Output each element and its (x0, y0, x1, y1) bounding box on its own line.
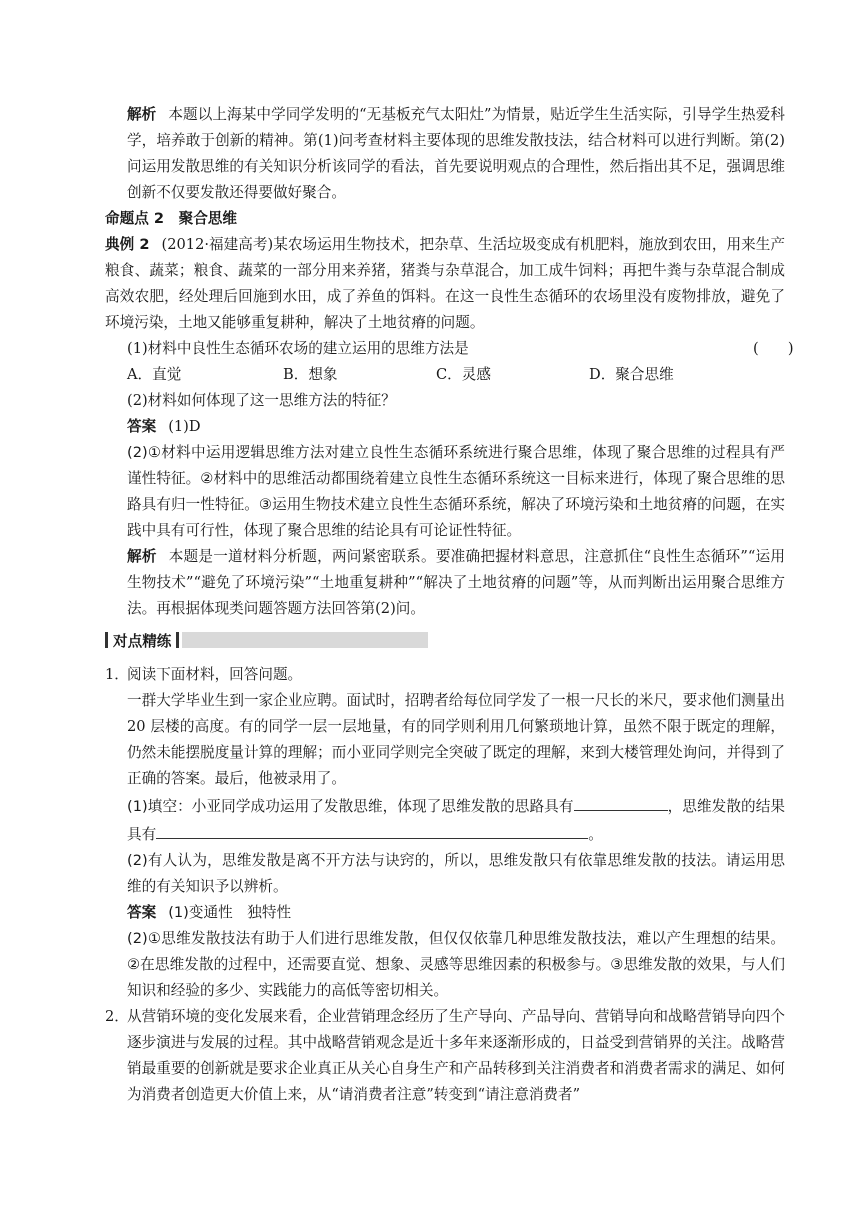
section-bar-right (176, 632, 179, 648)
options-row (105, 362, 785, 388)
analysis-text: 本题以上海某中学同学发明的“无基板充气太阳灶”为情景，贴近学生生活实际，引导学生热爱科学，培养敢于创新的精神。第(1)问考查材料主要体现的思维发散技法，结合材料可以进行判断。第(2)问运用发散思维的有关知识分析该同学的看法，首先要说明观点的合理性，然后指出其不足，强调思维创新不仅要发散还得要做好聚合。 (127, 106, 785, 201)
question-1-text: (1)材料中良性生态循环农场的建立运用的思维方法是 (127, 340, 469, 357)
subsection-heading: 命题点 2 聚合思维 (105, 210, 237, 227)
section-bar-left (105, 632, 108, 648)
question-1 (105, 336, 794, 362)
item-number-1: 1． (105, 666, 129, 683)
example-label: 典例 2 (105, 236, 150, 253)
page-content (105, 102, 794, 1108)
fill-text-a: (1)填空：小亚同学成功运用了发散思维，体现了思维发散的思路具有 (127, 798, 574, 815)
answer-1: (1)D (168, 418, 201, 435)
item-1-question-2: (2)有人认为，思维发散是离不开方法与诀窍的，所以，思维发散只有依靠思维发散的技法。请运用思维的有关知识予以辨析。 (127, 852, 785, 895)
question-item-2 (105, 1004, 785, 1108)
question-item-1 (105, 662, 785, 688)
item-2-text: 从营销环境的变化发展来看，企业营销理念经历了生产导向、产品导向、营销导向和战略营销导向四个逐步演进与发展的过程。其中战略营销观念是近十多年来逐渐形成的，日益受到营销界的关注。战略营销最重要的创新就是要求企业真正从关心自身生产和产品转移到关注消费者和消费者需求的满足、如何为消费者创造更大价值上来，从“请消费者注意”转变到“请注意消费者” (127, 1008, 785, 1103)
section-title: 对点精练 (113, 632, 172, 650)
answer-label: 答案 (127, 418, 157, 435)
fill-text-c: 。 (588, 826, 603, 843)
fill-blank-1[interactable] (574, 792, 668, 811)
item-1-question-1 (105, 792, 785, 848)
answer-line-1 (105, 414, 785, 440)
fill-blank-2[interactable] (156, 820, 588, 839)
item-1-prompt: 阅读下面材料，回答问题。 (127, 666, 303, 683)
answer-paren: ( ) (753, 340, 794, 357)
answer-2: (2)①材料中运用逻辑思维方法对建立良性生态循环系统进行聚合思维，体现了聚合思维的过程具有严谨性特征。②材料中的思维活动都围绕着建立良性生态循环系统这一目标来进行，体现了聚合思维的思路具有归一性特征。③运用生物技术建立良性生态循环系统，解决了环境污染和土地贫瘠的问题，在实践中具有可行性，体现了聚合思维的结论具有可论证性特征。 (127, 444, 785, 539)
option-a: A．直觉 (127, 366, 182, 383)
item-1-answer-1: (1)变通性 独特性 (168, 904, 292, 921)
analysis-label-2: 解析 (127, 548, 157, 565)
option-d: D．聚合思维 (589, 366, 674, 383)
fill-text-b: ，思维发散的结果具有 (127, 798, 785, 843)
analysis-label: 解析 (127, 106, 157, 123)
analysis-paragraph-1 (105, 102, 785, 206)
option-c: C．灵感 (436, 366, 491, 383)
item-1-material: 一群大学毕业生到一家企业应聘。面试时，招聘者给每位同学发了一根一尺长的米尺，要求他们测量出 20 层楼的高度。有的同学一层一层地量，有的同学则利用几何繁琐地计算，虽然不限于既定的理解，仍然未能摆脱度量计算的理解；而小亚同学则完全突破了既定的理解，来到大楼管理处询问，并得到了正确的答案。最后，他被录用了。 (127, 692, 785, 787)
example-text: (2012·福建高考)某农场运用生物技术，把杂草、生活垃圾变成有机肥料，施放到农田，用来生产粮食、蔬菜；粮食、蔬菜的一部分用来养猪，猪粪与杂草混合，加工成牛饲料；再把牛粪与杂草混合制成高效农肥，经处理后回施到水田，成了养鱼的饵料。在这一良性生态循环的农场里没有废物排放，避免了环境污染，土地又能够重复耕种，解决了土地贫瘠的问题。 (105, 236, 785, 331)
item-number-2: 2． (105, 1008, 129, 1025)
item-1-answer-line-1 (105, 900, 785, 926)
item-1-answer-label: 答案 (127, 904, 157, 921)
analysis-text-2: 本题是一道材料分析题，两问紧密联系。要准确把握材料意思，注意抓住“良性生态循环”“运用生物技术”“避免了环境污染”“土地重复耕种”“解决了土地贫瘠的问题”等，从而判断出运用聚合思维方法。再根据体现类问题答题方法回答第(2)问。 (127, 548, 785, 617)
option-b: B．想象 (283, 366, 338, 383)
analysis-paragraph-2 (105, 544, 785, 622)
section-shade (182, 632, 428, 648)
example-paragraph (105, 232, 785, 336)
question-2: (2)材料如何体现了这一思维方法的特征？ (127, 392, 396, 409)
section-header (105, 628, 785, 652)
item-1-answer-2: (2)①思维发散技法有助于人们进行思维发散，但仅仅依靠几种思维发散技法，难以产生理想的结果。②在思维发散的过程中，还需要直觉、想象、灵感等思维因素的积极参与。③思维发散的效果，与人们知识和经验的多少、实践能力的高低等密切相关。 (127, 930, 785, 999)
